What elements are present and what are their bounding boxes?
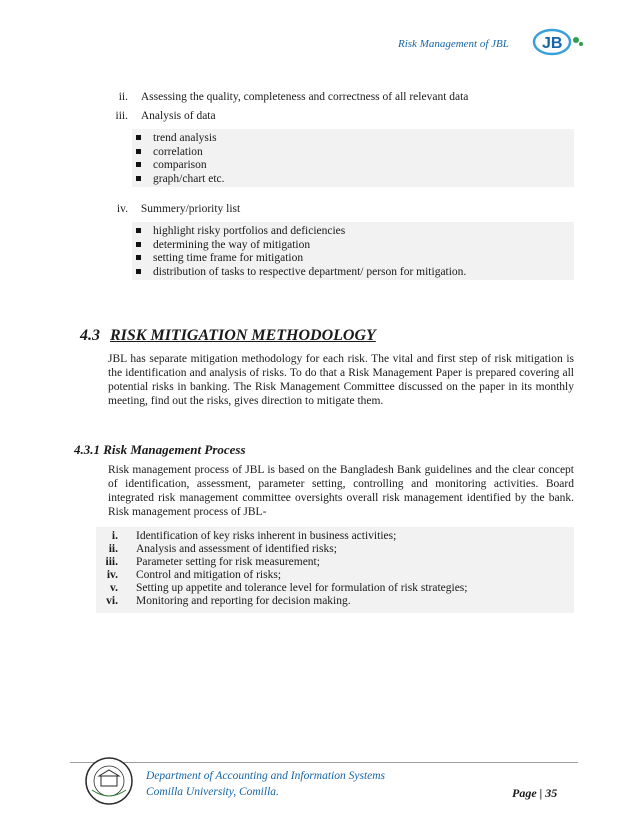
bullet-item: trend analysis [132,132,574,146]
step-item: i. Identification of key risks inherent in business activities; [111,530,397,542]
bullet-item: highlight risky portfolios and deficiencies [132,225,574,239]
footer-university: Comilla University, Comilla. [146,786,279,798]
section-number: 4.3 [80,327,100,344]
step-item: iv. Control and mitigation of risks; [106,569,282,581]
footer-divider [70,762,578,763]
list-item: iv. Summery/priority list [116,203,241,215]
page-number: Page | 35 [512,786,558,800]
bullet-item: correlation [132,146,574,160]
bullet-item: comparison [132,159,574,173]
process-steps [96,527,574,613]
step-item: iii. Parameter setting for risk measurement; [105,556,320,568]
step-item: vi. Monitoring and reporting for decision making. [106,595,351,607]
step-item: v. Setting up appetite and tolerance level for formulation of risk strategies; [110,582,468,594]
logo-text: JB [542,35,563,52]
step-item: ii. Analysis and assessment of identified risks; [108,543,337,555]
section-heading: RISK MITIGATION METHODOLOGY [110,327,376,344]
jbl-logo-icon [532,28,584,56]
section-paragraph: JBL has separate mitigation methodology for each risk. The vital and first step of risk mitigation is the identification and analysis of risks. To do that a Risk Management Paper is prepared covering all potential risks in banking. The Risk Management Committee discussed on the paper in its monthly meeting, find out the risks, gives direction to mitigate them. [108,353,574,407]
list-item: ii. Assessing the quality, completeness and correctness of all relevant data [118,91,469,103]
university-seal-icon [84,756,134,806]
bullet-item: setting time frame for mitigation [132,252,574,266]
analysis-bullets [132,129,574,187]
bullet-item: distribution of tasks to respective department/ person for mitigation. [132,266,574,280]
bullet-item: determining the way of mitigation [132,239,574,253]
subsection-paragraph: Risk management process of JBL is based on the Bangladesh Bank guidelines and the clear concept of identification, assessment, parameter setting, controlling and monitoring activities. Board integrated risk management committee oversights overall risk management identified by the bank. Risk management process of JBL- [108,464,574,518]
summary-bullets [132,222,574,280]
header-title: Risk Management of JBL [398,38,509,50]
list-item: iii. Analysis of data [115,110,216,122]
footer-department: Department of Accounting and Information Systems [146,770,386,782]
section-title [80,327,376,345]
bullet-item: graph/chart etc. [132,173,574,187]
subsection-title: 4.3.1 Risk Management Process [74,442,246,457]
